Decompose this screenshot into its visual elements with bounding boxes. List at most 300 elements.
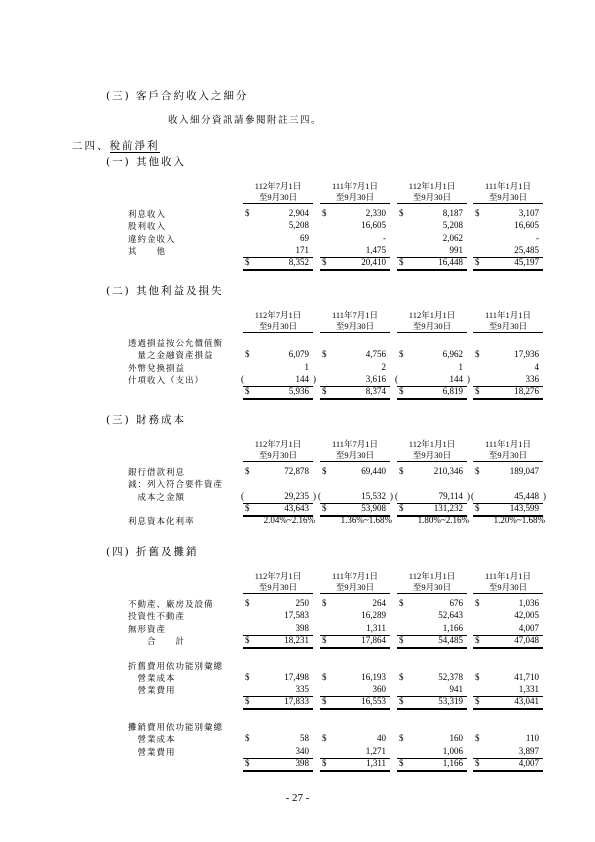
currency-symbol: $ xyxy=(399,208,404,218)
row-label: 外幣兌換損益 xyxy=(128,363,186,374)
cell-value: 6,819 xyxy=(442,386,463,397)
cell-value: 41,710 xyxy=(514,671,539,682)
currency-symbol: $ xyxy=(322,208,327,218)
cell-value: 18,276 xyxy=(514,386,539,397)
cell-value: 171 xyxy=(295,244,309,255)
table-cell xyxy=(473,208,543,220)
cell-value: 1,475 xyxy=(365,244,386,255)
cell-value: 360 xyxy=(372,684,386,695)
cell-value: 1.20%~1.68% xyxy=(493,515,545,526)
currency-symbol: $ xyxy=(322,696,327,707)
currency-symbol: $ xyxy=(322,466,327,476)
column-header xyxy=(243,181,313,204)
column-header xyxy=(320,439,390,462)
column-header xyxy=(397,439,467,462)
row-label: 營業費用 xyxy=(128,686,176,697)
cell-value: 1.80%~2.16% xyxy=(417,515,469,526)
open-paren: ( xyxy=(395,490,398,501)
row-label: 利息收入 xyxy=(128,210,167,220)
cell-value: 16,193 xyxy=(361,671,386,682)
currency-symbol: $ xyxy=(399,696,404,707)
column-header xyxy=(243,310,313,333)
currency-symbol: $ xyxy=(399,502,404,513)
cell-value: 8,187 xyxy=(442,208,463,218)
currency-symbol: $ xyxy=(322,733,327,744)
cell-value: 69 xyxy=(300,232,309,243)
cell-value: 17,833 xyxy=(284,696,309,707)
column-header-line2: 至9月30日 xyxy=(397,321,467,333)
cell-value: 42,005 xyxy=(514,610,539,621)
column-header-line2: 至9月30日 xyxy=(243,450,313,462)
cell-value: 72,878 xyxy=(284,466,309,476)
row-label: 銀行借款利息 xyxy=(128,468,186,478)
row-label: 不動產、廠房及設備 xyxy=(128,600,214,610)
row-label: 營業費用 xyxy=(128,747,176,758)
column-header-line1: 112年1月1日 xyxy=(408,310,456,320)
table-cell xyxy=(320,466,390,478)
row-label: 股利收入 xyxy=(128,222,167,233)
table-cell xyxy=(243,233,313,245)
row-label: 成本之金額 xyxy=(128,492,186,503)
cell-value: 110 xyxy=(525,733,539,744)
cell-value: 4,007 xyxy=(518,622,539,633)
cell-value: - xyxy=(536,232,539,243)
column-header xyxy=(473,310,543,333)
currency-symbol: $ xyxy=(245,634,250,645)
table-cell xyxy=(320,245,390,258)
currency-symbol: $ xyxy=(245,757,250,768)
currency-symbol: $ xyxy=(399,634,404,645)
currency-symbol: $ xyxy=(245,386,250,397)
table-cell xyxy=(243,362,313,374)
cell-value: 991 xyxy=(449,244,463,255)
table-cell xyxy=(243,208,313,220)
cell-value: 16,553 xyxy=(361,696,386,707)
table-cell xyxy=(473,758,543,772)
currency-symbol: $ xyxy=(399,349,404,360)
cell-value: 8,352 xyxy=(288,257,309,268)
cell-value: 6,962 xyxy=(442,349,463,360)
close-paren: ) xyxy=(543,490,546,501)
table-cell xyxy=(397,672,467,684)
column-header-line1: 111年1月1日 xyxy=(484,571,532,581)
column-header-line1: 111年1月1日 xyxy=(484,310,532,320)
cell-value: 144 xyxy=(449,373,463,384)
table-cell xyxy=(397,349,467,361)
cell-value: 210,346 xyxy=(433,466,463,476)
table-cell xyxy=(243,733,313,745)
close-paren: ) xyxy=(467,373,470,384)
cell-value: 17,583 xyxy=(284,610,309,621)
currency-symbol: $ xyxy=(322,671,327,682)
cell-value: 144 xyxy=(295,373,309,384)
table-cell xyxy=(241,373,316,387)
table-cell xyxy=(471,490,546,504)
table-cell xyxy=(397,362,467,374)
table-cell xyxy=(473,245,543,258)
currency-symbol: $ xyxy=(475,671,480,682)
currency-symbol: $ xyxy=(322,634,327,645)
cell-value: 43,643 xyxy=(284,502,309,513)
cell-value: 25,485 xyxy=(514,244,539,255)
cell-value: 5,208 xyxy=(288,220,309,231)
cell-value: 1,166 xyxy=(442,757,463,768)
table-cell xyxy=(473,466,543,478)
table-cell xyxy=(397,220,467,232)
cell-value: 17,936 xyxy=(514,349,539,360)
table-cell xyxy=(320,758,390,772)
column-header-line2: 至9月30日 xyxy=(320,192,390,204)
cell-value: 18,231 xyxy=(284,634,309,645)
cell-value: 160 xyxy=(449,733,463,744)
table-cell xyxy=(397,386,467,400)
table-cell xyxy=(243,349,313,361)
open-paren: ( xyxy=(241,373,244,384)
currency-symbol: $ xyxy=(399,598,404,608)
cell-value: 47,048 xyxy=(514,634,539,645)
table-cell xyxy=(473,733,543,745)
table-cell xyxy=(243,386,313,400)
cell-value: 1 xyxy=(458,361,463,372)
table-cell xyxy=(473,374,543,387)
cell-value: 8,374 xyxy=(365,386,386,397)
table-cell xyxy=(473,349,543,361)
column-header-line2: 至9月30日 xyxy=(473,192,543,204)
table-cell xyxy=(473,635,543,649)
cell-value: 54,485 xyxy=(438,634,463,645)
row-label: 合 計 xyxy=(128,636,186,647)
currency-symbol: $ xyxy=(245,466,250,476)
column-header-line1: 111年7月1日 xyxy=(331,571,379,581)
column-header-line2: 至9月30日 xyxy=(320,450,390,462)
close-paren: ) xyxy=(467,490,470,501)
cell-value: 335 xyxy=(295,684,309,695)
column-header-line2: 至9月30日 xyxy=(320,321,390,333)
cell-value: 264 xyxy=(372,598,386,608)
section-title: (三) 財務成本 xyxy=(106,414,187,426)
column-header-line2: 至9月30日 xyxy=(473,450,543,462)
currency-symbol: $ xyxy=(399,671,404,682)
currency-symbol: $ xyxy=(399,386,404,397)
currency-symbol: $ xyxy=(245,208,250,218)
table-cell xyxy=(473,746,543,759)
cell-value: 1,271 xyxy=(365,745,386,756)
cell-value: 45,197 xyxy=(514,257,539,268)
cell-value: 2.04%~2.16% xyxy=(263,515,315,526)
column-header-line1: 112年1月1日 xyxy=(408,571,456,581)
table-cell xyxy=(243,466,313,478)
note-24-number: 二四、 xyxy=(72,140,110,152)
note-24-title: 稅前淨利 xyxy=(109,140,160,152)
currency-symbol: $ xyxy=(399,257,404,268)
table-cell xyxy=(395,373,470,387)
table-cell xyxy=(473,515,543,527)
cell-value: 143,599 xyxy=(509,502,539,513)
currency-symbol: $ xyxy=(475,696,480,707)
table-cell xyxy=(473,610,543,622)
cell-value: 69,440 xyxy=(361,466,386,476)
table-cell xyxy=(397,684,467,697)
table-cell xyxy=(320,696,390,710)
column-header-line2: 至9月30日 xyxy=(473,582,543,594)
column-header-line2: 至9月30日 xyxy=(320,582,390,594)
table-cell xyxy=(397,623,467,636)
currency-symbol: $ xyxy=(245,671,250,682)
section-title: (二) 其他利益及損失 xyxy=(106,285,224,297)
currency-symbol: $ xyxy=(475,598,480,608)
row-label: 透過損益按公允價值衡 xyxy=(128,339,224,349)
table-cell xyxy=(320,515,390,527)
table-cell xyxy=(320,733,390,745)
currency-symbol: $ xyxy=(475,502,480,513)
column-header xyxy=(397,571,467,594)
cell-value: 45,448 xyxy=(514,490,539,501)
currency-symbol: $ xyxy=(245,696,250,707)
cell-value: 16,289 xyxy=(361,610,386,621)
table-cell xyxy=(243,635,313,649)
open-paren: ( xyxy=(471,490,474,501)
currency-symbol: $ xyxy=(245,733,250,744)
cell-value: 189,047 xyxy=(509,466,539,476)
table-cell xyxy=(243,257,313,271)
currency-symbol: $ xyxy=(475,208,480,218)
cell-value: 29,235 xyxy=(284,490,309,501)
cell-value: 53,908 xyxy=(361,502,386,513)
column-header-line1: 112年1月1日 xyxy=(408,181,456,191)
table-cell xyxy=(243,245,313,258)
currency-symbol: $ xyxy=(475,466,480,476)
cell-value: 16,448 xyxy=(438,257,463,268)
cell-value: 1.36%~1.68% xyxy=(340,515,392,526)
row-label: 折舊費用依功能別彙總 xyxy=(128,661,224,672)
cell-value: 3,897 xyxy=(518,745,539,756)
cell-value: 4,756 xyxy=(365,349,386,360)
cell-value: 20,410 xyxy=(361,257,386,268)
column-header xyxy=(243,439,313,462)
table-cell xyxy=(320,208,390,220)
column-header-line2: 至9月30日 xyxy=(243,192,313,204)
page-number: - 27 - xyxy=(285,792,310,804)
row-label: 利息資本化利率 xyxy=(128,517,195,528)
table-cell xyxy=(397,746,467,759)
column-header-line1: 112年7月1日 xyxy=(254,310,302,320)
open-paren: ( xyxy=(318,490,321,501)
cell-value: 131,232 xyxy=(433,502,463,513)
table-cell xyxy=(397,208,467,220)
table-cell xyxy=(473,362,543,374)
table-cell xyxy=(320,374,390,387)
table-cell xyxy=(397,233,467,245)
table-cell xyxy=(473,684,543,697)
cell-value: 2 xyxy=(381,361,386,372)
close-paren: ) xyxy=(313,373,316,384)
row-label: 無形資產 xyxy=(128,624,167,635)
table-cell xyxy=(395,490,470,504)
row-label: 營業成本 xyxy=(128,673,176,684)
table-cell xyxy=(243,610,313,622)
currency-symbol: $ xyxy=(322,757,327,768)
currency-symbol: $ xyxy=(475,634,480,645)
table-cell xyxy=(397,696,467,710)
column-header-line2: 至9月30日 xyxy=(397,582,467,594)
cell-value: 40 xyxy=(377,733,386,744)
currency-symbol: $ xyxy=(475,733,480,744)
column-header xyxy=(397,181,467,204)
section-title: (四) 折舊及攤銷 xyxy=(106,546,199,558)
table-cell xyxy=(473,696,543,710)
cell-value: 1,006 xyxy=(442,745,463,756)
column-header-line1: 112年7月1日 xyxy=(254,181,302,191)
table-cell xyxy=(320,233,390,245)
currency-symbol: $ xyxy=(245,257,250,268)
table-cell xyxy=(397,598,467,610)
cell-value: 53,319 xyxy=(438,696,463,707)
currency-symbol: $ xyxy=(322,386,327,397)
table-cell xyxy=(320,610,390,622)
cell-value: 1,036 xyxy=(518,598,539,608)
cell-value: 1,331 xyxy=(518,684,539,695)
cell-value: 1 xyxy=(304,361,309,372)
table-cell xyxy=(473,257,543,271)
cell-value: 58 xyxy=(300,733,309,744)
table-cell xyxy=(320,349,390,361)
column-header-line1: 111年7月1日 xyxy=(331,181,379,191)
currency-symbol: $ xyxy=(399,733,404,744)
column-header-line2: 至9月30日 xyxy=(397,450,467,462)
table-cell xyxy=(397,733,467,745)
cell-value: 79,114 xyxy=(438,490,463,501)
cell-value: 4,007 xyxy=(518,757,539,768)
cell-value: 340 xyxy=(295,745,309,756)
cell-value: 676 xyxy=(449,598,463,608)
column-header xyxy=(473,571,543,594)
cell-value: 1,311 xyxy=(366,622,386,633)
column-header-line1: 111年1月1日 xyxy=(484,439,532,449)
open-paren: ( xyxy=(395,373,398,384)
currency-symbol: $ xyxy=(475,386,480,397)
column-header xyxy=(320,310,390,333)
column-header xyxy=(473,439,543,462)
row-label: 其 他 xyxy=(128,246,167,257)
table-cell xyxy=(320,257,390,271)
section-3-note: 收入細分資訊請參閱附註三四。 xyxy=(168,115,323,126)
table-cell xyxy=(318,490,393,504)
row-label: 投資性不動產 xyxy=(128,612,186,623)
cell-value: 52,643 xyxy=(438,610,463,621)
section-3-heading: (三) 客戶合約收入之細分 xyxy=(106,90,249,102)
cell-value: 2,904 xyxy=(288,208,309,218)
table-cell xyxy=(243,758,313,772)
cell-value: 398 xyxy=(295,622,309,633)
table-cell xyxy=(243,672,313,684)
cell-value: 336 xyxy=(525,373,539,384)
cell-value: 4 xyxy=(534,361,539,372)
table-cell xyxy=(243,598,313,610)
table-cell xyxy=(320,623,390,636)
cell-value: 2,062 xyxy=(442,232,463,243)
currency-symbol: $ xyxy=(245,598,250,608)
currency-symbol: $ xyxy=(322,502,327,513)
table-cell xyxy=(320,598,390,610)
table-cell xyxy=(320,746,390,759)
cell-value: 5,936 xyxy=(288,386,309,397)
table-cell xyxy=(397,245,467,258)
cell-value: 2,330 xyxy=(365,208,386,218)
cell-value: 52,378 xyxy=(438,671,463,682)
cell-value: - xyxy=(383,232,386,243)
cell-value: 250 xyxy=(295,598,309,608)
cell-value: 17,864 xyxy=(361,634,386,645)
table-cell xyxy=(320,672,390,684)
currency-symbol: $ xyxy=(475,257,480,268)
column-header-line1: 112年7月1日 xyxy=(254,439,302,449)
currency-symbol: $ xyxy=(475,757,480,768)
column-header-line2: 至9月30日 xyxy=(397,192,467,204)
column-header-line1: 112年1月1日 xyxy=(408,439,456,449)
table-cell xyxy=(473,623,543,636)
cell-value: 16,605 xyxy=(514,220,539,231)
row-label: 量之金融資產損益 xyxy=(128,351,214,362)
row-label: 違約金收入 xyxy=(128,234,176,245)
table-cell xyxy=(397,635,467,649)
cell-value: 15,532 xyxy=(361,490,386,501)
currency-symbol: $ xyxy=(322,257,327,268)
table-cell xyxy=(473,386,543,400)
column-header-line2: 至9月30日 xyxy=(243,321,313,333)
column-header xyxy=(243,571,313,594)
row-label: 什項收入（支出） xyxy=(128,375,205,386)
table-cell xyxy=(320,362,390,374)
row-label: 攤銷費用依功能別彙總 xyxy=(128,723,224,733)
open-paren: ( xyxy=(241,490,244,501)
cell-value: 5,208 xyxy=(442,220,463,231)
cell-value: 398 xyxy=(295,757,309,768)
column-header-line2: 至9月30日 xyxy=(243,582,313,594)
table-cell xyxy=(397,466,467,478)
note-24-heading xyxy=(72,138,160,153)
column-header-line2: 至9月30日 xyxy=(473,321,543,333)
section-title: (一) 其他收入 xyxy=(106,156,187,168)
column-header-line1: 111年7月1日 xyxy=(331,439,379,449)
cell-value: 941 xyxy=(449,684,463,695)
column-header xyxy=(320,571,390,594)
table-cell xyxy=(243,220,313,232)
table-cell xyxy=(473,233,543,245)
currency-symbol: $ xyxy=(399,466,404,476)
cell-value: 6,079 xyxy=(288,349,309,360)
column-header xyxy=(473,181,543,204)
table-cell xyxy=(243,684,313,697)
table-cell xyxy=(397,515,467,527)
table-cell xyxy=(473,220,543,232)
cell-value: 1,311 xyxy=(366,757,386,768)
table-cell xyxy=(397,758,467,772)
cell-value: 17,498 xyxy=(284,671,309,682)
currency-symbol: $ xyxy=(245,502,250,513)
currency-symbol: $ xyxy=(322,349,327,360)
cell-value: 1,166 xyxy=(442,622,463,633)
currency-symbol: $ xyxy=(322,598,327,608)
row-label: 營業成本 xyxy=(128,735,176,746)
column-header-line1: 111年1月1日 xyxy=(484,181,532,191)
column-header-line1: 111年7月1日 xyxy=(331,310,379,320)
table-cell xyxy=(320,220,390,232)
table-cell xyxy=(397,610,467,622)
currency-symbol: $ xyxy=(475,349,480,360)
cell-value: 43,041 xyxy=(514,696,539,707)
table-cell xyxy=(473,672,543,684)
cell-value: 3,107 xyxy=(518,208,539,218)
